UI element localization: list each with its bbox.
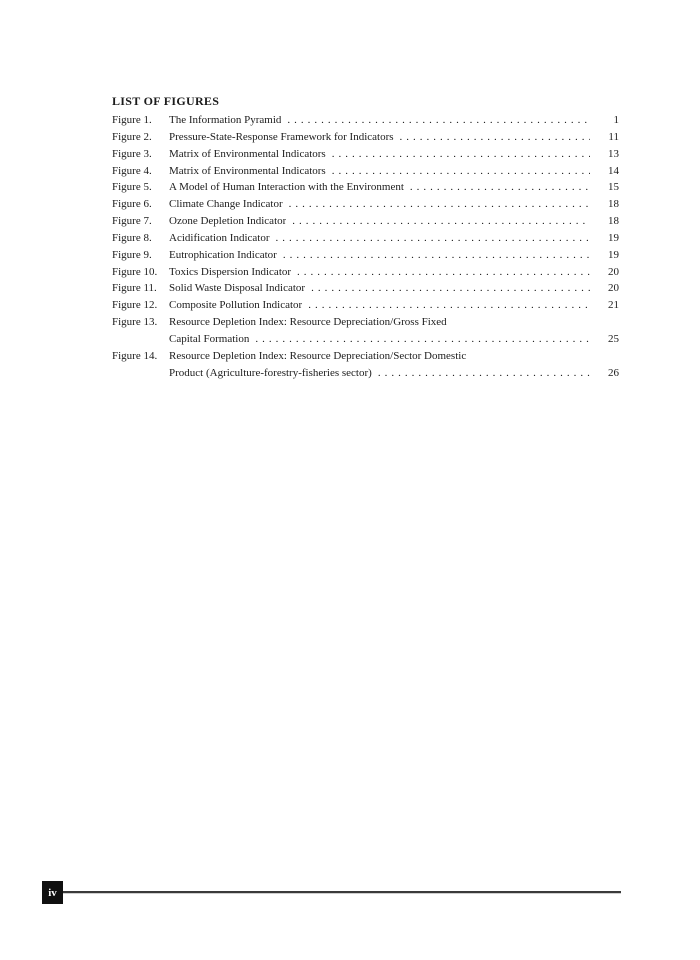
figure-title: Resource Depletion Index: Resource Depreciation/Gross Fixed — [169, 316, 447, 329]
toc-row — [112, 146, 619, 163]
figure-title: Ozone Depletion Indicator — [169, 215, 287, 228]
dot-leader — [286, 213, 590, 230]
toc-row — [112, 230, 619, 247]
figure-label: Figure 11. — [112, 282, 157, 295]
figure-title: The Information Pyramid — [169, 114, 282, 126]
figure-label: Figure 13. — [112, 316, 158, 329]
figure-label: Figure 10. — [112, 265, 158, 278]
figure-label: Figure 9. — [112, 248, 152, 261]
figure-title: Matrix of Environmental Indicators — [169, 164, 326, 177]
page-number: 19 — [608, 248, 619, 261]
page-number: 11 — [608, 130, 619, 143]
figure-title: Climate Change Indicator — [169, 198, 283, 211]
toc-row — [112, 196, 619, 213]
dot-leader — [326, 163, 590, 180]
toc-row — [112, 213, 619, 230]
figure-label: Figure 3. — [112, 147, 152, 160]
dot-leader — [305, 280, 590, 297]
dot-leader — [404, 179, 590, 196]
page-number: 18 — [608, 198, 619, 211]
page-number: 26 — [608, 366, 619, 379]
page-number: 19 — [608, 231, 619, 244]
page-number: 25 — [608, 332, 619, 345]
figure-label: Figure 8. — [112, 231, 152, 244]
figure-list — [112, 112, 619, 382]
toc-row — [112, 348, 619, 365]
page-number: 20 — [608, 282, 619, 295]
toc-row — [112, 280, 619, 297]
figure-label: Figure 14. — [112, 349, 158, 362]
figure-label: Figure 4. — [112, 164, 152, 177]
page-number: 14 — [608, 164, 619, 177]
toc-row — [112, 163, 619, 180]
figure-label: Figure 7. — [112, 215, 152, 228]
dot-leader — [281, 112, 590, 129]
figure-label: Figure 2. — [112, 130, 152, 143]
page-number: 15 — [608, 181, 619, 194]
footer-page-number-box — [42, 881, 63, 904]
figure-title: Resource Depletion Index: Resource Depreciation/Sector Domestic — [169, 349, 467, 362]
figure-label: Figure 1. — [112, 114, 152, 126]
figure-label: Figure 6. — [112, 198, 152, 211]
page-number: 20 — [608, 265, 619, 278]
dot-leader — [302, 297, 590, 314]
toc-row — [112, 129, 619, 146]
figure-title: Composite Pollution Indicator — [169, 299, 303, 312]
figure-title: Toxics Dispersion Indicator — [169, 265, 292, 278]
figure-label: Figure 5. — [112, 181, 152, 194]
page-number: 13 — [608, 147, 619, 160]
figure-title: Matrix of Environmental Indicators — [169, 147, 326, 160]
dot-leader — [394, 129, 590, 146]
page-number: 1 — [613, 114, 619, 126]
figure-label: Figure 12. — [112, 299, 158, 312]
figure-title: Acidification Indicator — [169, 231, 270, 244]
dot-leader — [326, 146, 590, 163]
footer-rule — [63, 891, 621, 893]
dot-leader — [249, 331, 590, 348]
dot-leader — [270, 230, 591, 247]
figure-title: A Model of Human Interaction with the Environment — [169, 181, 404, 194]
toc-row — [112, 331, 619, 348]
dot-leader — [372, 365, 590, 382]
toc-row — [112, 365, 619, 382]
toc-row — [112, 112, 619, 129]
page-number: 18 — [608, 215, 619, 228]
footer-page-number: iv — [48, 886, 57, 899]
figure-title: Eutrophication Indicator — [169, 248, 277, 261]
dot-leader — [283, 196, 590, 213]
dot-leader — [277, 247, 590, 264]
figure-title: Capital Formation — [169, 332, 250, 345]
toc-row — [112, 179, 619, 196]
figure-title: Solid Waste Disposal Indicator — [169, 282, 306, 295]
list-of-figures-heading: LIST OF FIGURES — [112, 94, 220, 108]
dot-leader — [291, 264, 590, 281]
toc-row — [112, 297, 619, 314]
toc-row — [112, 247, 619, 264]
toc-row — [112, 264, 619, 281]
figure-title: Pressure-State-Response Framework for Indicators — [169, 130, 394, 143]
toc-row — [112, 314, 619, 331]
figure-title: Product (Agriculture-forestry-fisheries sector) — [169, 366, 372, 379]
page-number: 21 — [608, 299, 619, 312]
